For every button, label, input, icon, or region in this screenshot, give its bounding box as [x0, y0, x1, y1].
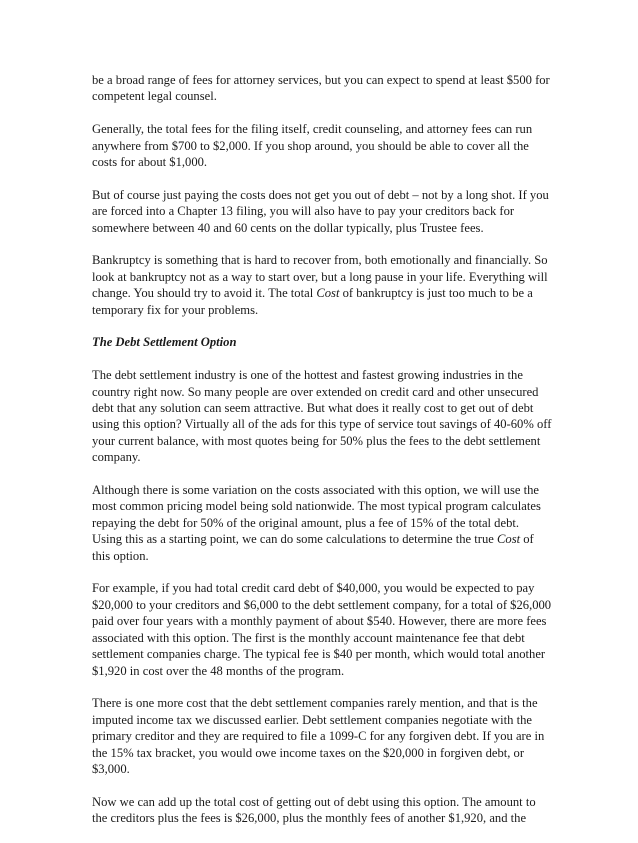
paragraph-example: For example, if you had total credit card debt of $40,000, you would be expected to pay $20,000 to your creditors and $6,000 to the debt settlement company, for a total of $26,000 paid over four years with a monthly payment of about $540. However, there are more fees associated with this option. The first is the monthly account maintenance fee that debt settlement companies charge. The typical fee is $40 per month, which would total another $1,920 in cost over the 48 months of the program. [92, 581, 552, 678]
paragraph-bankruptcy-text-a: Bankruptcy is something that is hard to recover from, both emotionally and financially. So look at bankruptcy not as a way to start over, but a long pause in your life. Everything will change. You should try to avoid it. The total [92, 253, 548, 301]
paragraph-pricing-text-a: Although there is some variation on the costs associated with this option, we will use the most common pricing model being sold nationwide. The most typical program calculates repaying the debt for 50% of the original amount, plus a fee of 15% of the total debt. Using this as a starting point, we can do some calculations to determine the true [92, 483, 541, 547]
emphasis-cost: Cost [497, 532, 521, 547]
paragraph-debt-settlement-industry: The debt settlement industry is one of the hottest and fastest growing industries in the country right now. So many people are over extended on credit card and other unsecured debt that any solution can seem attractive. But what does it really cost to get out of debt using this option? Virtually all of the ads for this type of service tout savings of 40-60% off your current balance, with most quotes being for 50% plus the fees to the debt settlement company. [92, 368, 552, 465]
section-heading: The Debt Settlement Option [92, 335, 237, 350]
paragraph-total-fees: Generally, the total fees for the filing itself, credit counseling, and attorney fees can run anywhere from $700 to $2,000. If you shop around, you should be able to cover all the costs for about $1,000. [92, 122, 533, 170]
paragraph-bankruptcy-text-b: of bankruptcy is just too much to be a temporary fix for your problems. [92, 286, 533, 317]
emphasis-cost: Cost [316, 286, 340, 301]
paragraph-attorney-fees: be a broad range of fees for attorney services, but you can expect to spend at least $500 for competent legal counsel. [92, 73, 550, 104]
paragraph-imputed-tax: There is one more cost that the debt settlement companies rarely mention, and that is the imputed income tax we discussed earlier. Debt settlement companies negotiate with the primary creditor and they are required to file a 1099-C for any forgiven debt. If you are in the 15% tax bracket, you would owe income taxes on the $20,000 in forgiven debt, or $3,000. [92, 696, 545, 776]
paragraph-bankruptcy-recovery [92, 252, 552, 318]
paragraph-pricing-model [92, 482, 552, 564]
paragraph-total-cost: Now we can add up the total cost of getting out of debt using this option. The amount to the creditors plus the fees is $26,000, plus the monthly fees of another $1,920, and the [92, 794, 536, 826]
paragraph-chapter-13: But of course just paying the costs does not get you out of debt – not by a long shot. If you are forced into a Chapter 13 filing, you will also have to pay your creditors back for somewhere between 40 and 60 cents on the dollar typically, plus Trustee fees. [92, 187, 549, 235]
paragraph-pricing-text-b: of this option. [92, 532, 534, 563]
document-page [92, 72, 552, 843]
